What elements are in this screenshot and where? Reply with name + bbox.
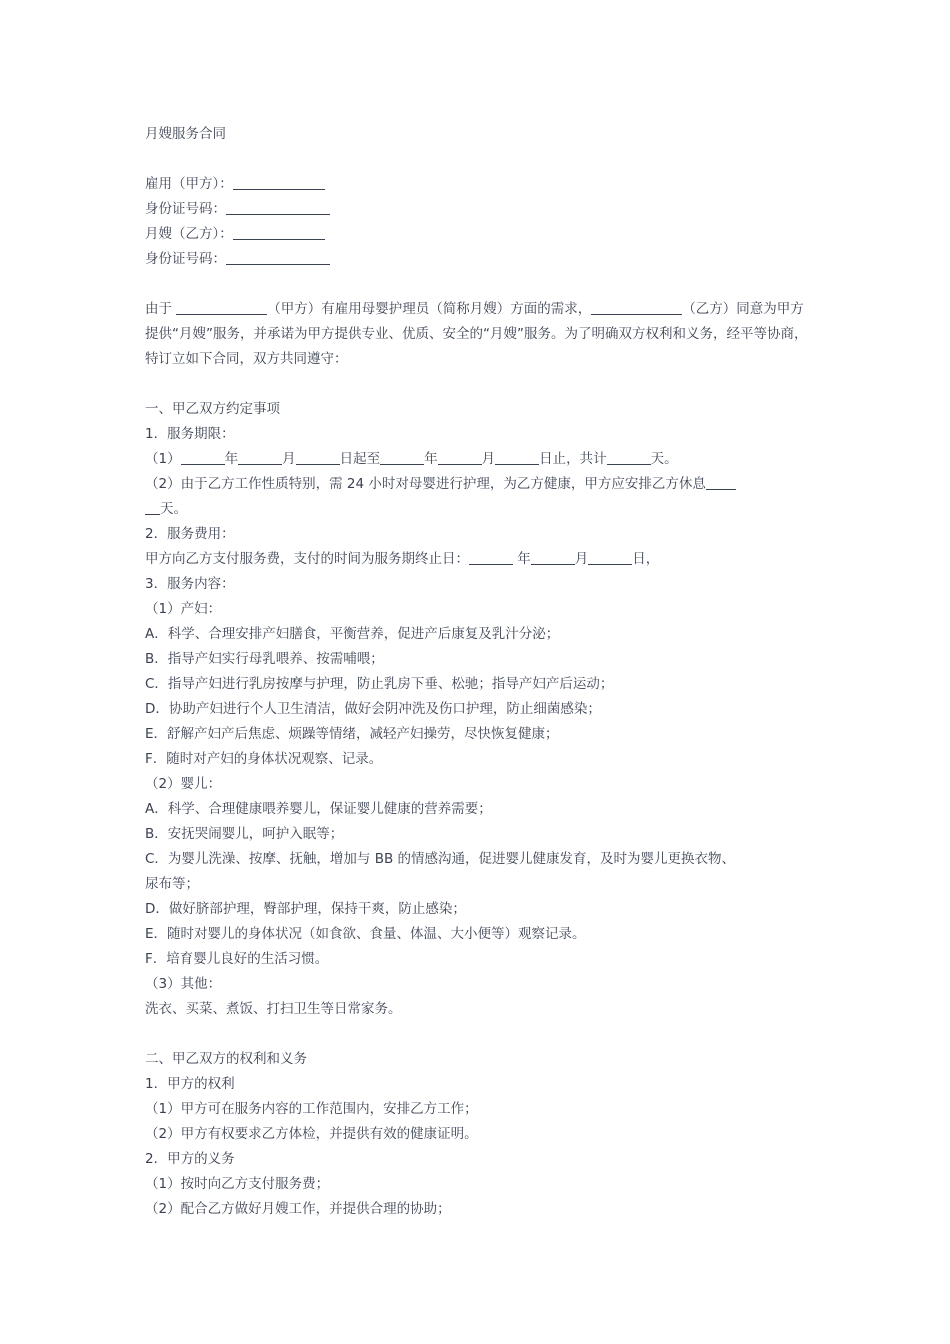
list-item: A．科学、合理健康喂养婴儿，保证婴儿健康的营养需要； (145, 801, 492, 817)
list-item: D．协助产妇进行个人卫生清洁，做好会阴冲洗及伤口护理，防止细菌感染； (145, 701, 601, 717)
intro-paragraph: 由于 （甲方）有雇用母婴护理员（简称月嫂）方面的需求， （乙方）同意为甲方提供“月嫂”服务，并承诺为甲方提供专业、优质、安全的“月嫂”服务。为了明确双方权利和义务，经平等协商，特订立如下合同，双方共同遵守： (145, 301, 808, 367)
list-item: （2）配合乙方做好月嫂工作，并提供合理的协助； (145, 1201, 451, 1217)
item-service-content: 3．服务内容： (145, 576, 235, 592)
blank-field (233, 225, 325, 240)
document-title: 月嫂服务合同 (145, 126, 226, 142)
section2-heading: 二、甲乙双方的权利和义务 (145, 1051, 307, 1067)
list-item: C．为婴儿洗澡、按摩、抚触，增加与 BB 的情感沟通，促进婴儿健康发育，及时为婴儿更换衣物、 (145, 851, 736, 867)
rights-heading: 1．甲方的权利 (145, 1076, 235, 1092)
list-item: A．科学、合理安排产妇膳食，平衡营养，促进产后康复及乳汁分泌； (145, 626, 560, 642)
section1-heading: 一、甲乙双方约定事项 (145, 401, 280, 417)
mother-heading: （1）产妇： (145, 601, 222, 617)
other-text: 洗衣、买菜、煮饭、打扫卫生等日常家务。 (145, 1001, 402, 1017)
blank-field (591, 300, 682, 315)
nanny-id-line: 身份证号码： (145, 247, 810, 272)
list-item: （2）甲方有权要求乙方体检，并提供有效的健康证明。 (145, 1126, 478, 1142)
list-item: E．随时对婴儿的身体状况（如食欲、食量、体温、大小便等）观察记录。 (145, 926, 586, 942)
fee-line: 甲方向乙方支付服务费，支付的时间为服务期终止日： 年 月 日， (145, 551, 660, 567)
duties-heading: 2．甲方的义务 (145, 1151, 235, 1167)
blank-field (226, 250, 330, 265)
item-service-period: 1．服务期限： (145, 426, 235, 442)
item-service-fee: 2．服务费用： (145, 526, 235, 542)
list-item: B．安抚哭闹婴儿，呵护入眠等； (145, 826, 344, 842)
list-item: D．做好脐部护理，臀部护理，保持干爽，防止感染； (145, 901, 466, 917)
list-item: E．舒解产妇产后焦虑、烦躁等情绪，减轻产妇操劳，尽快恢复健康； (145, 726, 559, 742)
blank-field (176, 300, 267, 315)
rest-line: （2）由于乙方工作性质特别，需 24 小时对母婴进行护理，为乙方健康，甲方应安排乙方休息 (145, 472, 810, 497)
period-line: （1） 年 月 日起至 年 月 日止，共计 天。 (145, 451, 678, 467)
list-item: B．指导产妇实行母乳喂养、按需哺喂； (145, 651, 384, 667)
employer-line: 雇用（甲方）： (145, 172, 810, 197)
blank-field (226, 200, 330, 215)
other-heading: （3）其他： (145, 976, 222, 992)
list-item: F．随时对产妇的身体状况观察、记录。 (145, 751, 383, 767)
list-item: （1）按时向乙方支付服务费； (145, 1176, 330, 1192)
list-item: （1）甲方可在服务内容的工作范围内，安排乙方工作； (145, 1101, 478, 1117)
contract-page (145, 122, 810, 1222)
list-item: C．指导产妇进行乳房按摩与护理，防止乳房下垂、松驰；指导产妇产后运动； (145, 676, 614, 692)
baby-heading: （2）婴儿： (145, 776, 222, 792)
list-item: F．培育婴儿良好的生活习惯。 (145, 951, 329, 967)
blank-field (233, 175, 325, 190)
employer-id-line: 身份证号码： (145, 197, 810, 222)
list-item-cont: 尿布等； (145, 876, 199, 892)
nanny-line: 月嫂（乙方）： (145, 222, 810, 247)
rest-line-cont: 天。 (145, 497, 810, 522)
